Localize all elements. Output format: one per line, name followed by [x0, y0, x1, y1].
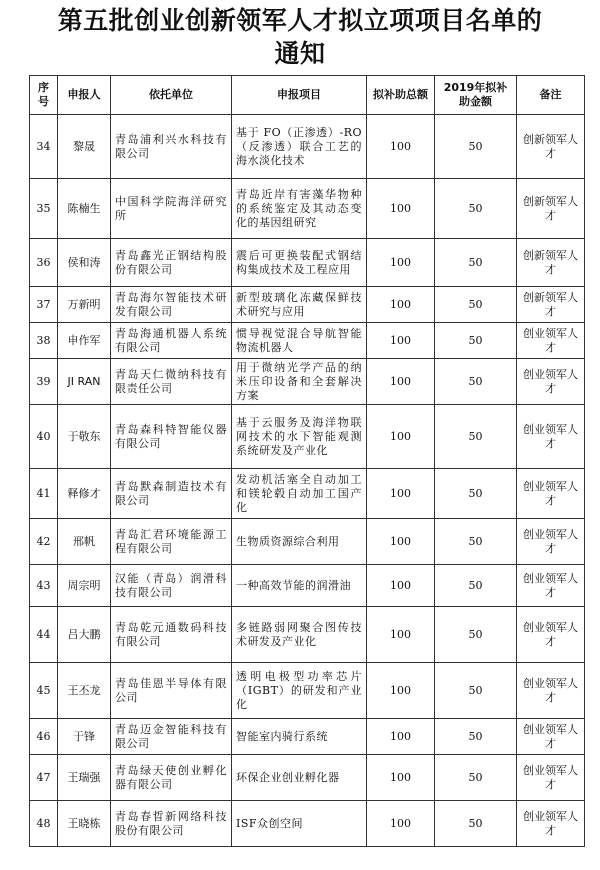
table-row: [30, 565, 585, 607]
row-project: 环保企业创业孵化器: [232, 755, 367, 801]
row-unit: 青岛春晢新网络科技股份有限公司: [111, 801, 232, 847]
row-applicant: 吕大鹏: [58, 607, 111, 663]
row-project: ISF众创空间: [232, 801, 367, 847]
row-no: 39: [30, 359, 58, 405]
row-subsidy-total: 100: [367, 607, 435, 663]
row-unit: 汉能（青岛）润滑科技有限公司: [111, 565, 232, 607]
project-list-table: [29, 75, 585, 847]
row-subsidy-total: 100: [367, 801, 435, 847]
table-row: [30, 287, 585, 323]
row-no: 48: [30, 801, 58, 847]
row-subsidy-total: 100: [367, 719, 435, 755]
row-subsidy-total: 100: [367, 359, 435, 405]
table-row: [30, 469, 585, 519]
header-note: 备注: [517, 76, 585, 115]
row-project: 青岛近岸有害藻华物种的系统鉴定及其动态变化的基因组研究: [232, 179, 367, 239]
row-note: 创业领军人才: [517, 565, 585, 607]
row-subsidy-total: 100: [367, 755, 435, 801]
row-note: 创新领军人才: [517, 287, 585, 323]
table-header-row: [30, 76, 585, 115]
title-line-1: 第五批创业创新领军人才拟立项项目名单的: [57, 6, 543, 35]
title-line-2: 通知: [274, 39, 326, 68]
row-project: 基于云服务及海洋物联网技术的水下智能观测系统研发及产业化: [232, 405, 367, 469]
row-subsidy-2019: 50: [435, 519, 517, 565]
table-row: [30, 519, 585, 565]
row-unit: 青岛佳恩半导体有限公司: [111, 663, 232, 719]
row-applicant: 于敬东: [58, 405, 111, 469]
row-project: 惯导视觉混合导航智能物流机器人: [232, 323, 367, 359]
row-applicant: 释修才: [58, 469, 111, 519]
row-applicant: 侯和涛: [58, 239, 111, 287]
row-unit: 青岛森科特智能仪器有限公司: [111, 405, 232, 469]
table-row: [30, 323, 585, 359]
row-applicant: 王晓栋: [58, 801, 111, 847]
row-project: 发动机活塞全自动加工和镁轮毂自动加工国产化: [232, 469, 367, 519]
row-applicant: 王丕龙: [58, 663, 111, 719]
row-no: 46: [30, 719, 58, 755]
row-no: 47: [30, 755, 58, 801]
row-no: 34: [30, 115, 58, 179]
row-subsidy-total: 100: [367, 405, 435, 469]
row-note: 创业领军人才: [517, 719, 585, 755]
row-note: 创业领军人才: [517, 359, 585, 405]
header-no: 序号: [30, 76, 58, 115]
row-project: 透明电极型功率芯片（IGBT）的研发和产业化: [232, 663, 367, 719]
row-unit: 青岛乾元通数码科技有限公司: [111, 607, 232, 663]
table-row: [30, 405, 585, 469]
row-subsidy-2019: 50: [435, 323, 517, 359]
row-no: 40: [30, 405, 58, 469]
row-note: 创业领军人才: [517, 519, 585, 565]
row-applicant: JI RAN: [58, 359, 111, 405]
row-applicant: 万新明: [58, 287, 111, 323]
row-note: 创业领军人才: [517, 663, 585, 719]
row-subsidy-2019: 50: [435, 179, 517, 239]
row-project: 用于微纳光学产品的纳米压印设备和全套解决方案: [232, 359, 367, 405]
row-subsidy-2019: 50: [435, 239, 517, 287]
row-applicant: 申作军: [58, 323, 111, 359]
row-note: 创业领军人才: [517, 323, 585, 359]
row-project: 震后可更换装配式钢结构集成技术及工程应用: [232, 239, 367, 287]
row-subsidy-total: 100: [367, 565, 435, 607]
row-note: 创新领军人才: [517, 115, 585, 179]
row-subsidy-2019: 50: [435, 287, 517, 323]
row-subsidy-2019: 50: [435, 801, 517, 847]
row-note: 创业领军人才: [517, 405, 585, 469]
row-applicant: 王瑞强: [58, 755, 111, 801]
row-subsidy-total: 100: [367, 663, 435, 719]
row-subsidy-2019: 50: [435, 607, 517, 663]
table-row: [30, 801, 585, 847]
document-title: [0, 4, 600, 70]
row-no: 45: [30, 663, 58, 719]
row-unit: 青岛鑫光正钢结构股份有限公司: [111, 239, 232, 287]
row-subsidy-2019: 50: [435, 405, 517, 469]
row-note: 创业领军人才: [517, 607, 585, 663]
row-subsidy-2019: 50: [435, 115, 517, 179]
row-no: 35: [30, 179, 58, 239]
row-project: 生物质资源综合利用: [232, 519, 367, 565]
row-note: 创业领军人才: [517, 469, 585, 519]
row-unit: 青岛迈金智能科技有限公司: [111, 719, 232, 755]
header-subsidy-total: 拟补助总额: [367, 76, 435, 115]
row-note: 创业领军人才: [517, 755, 585, 801]
row-note: 创业领军人才: [517, 801, 585, 847]
row-no: 36: [30, 239, 58, 287]
row-subsidy-2019: 50: [435, 663, 517, 719]
row-subsidy-2019: 50: [435, 359, 517, 405]
row-unit: 青岛天仁微纳科技有限责任公司: [111, 359, 232, 405]
row-subsidy-2019: 50: [435, 755, 517, 801]
row-subsidy-total: 100: [367, 287, 435, 323]
row-subsidy-total: 100: [367, 179, 435, 239]
row-project: 新型玻璃化冻藏保鲜技术研究与应用: [232, 287, 367, 323]
row-subsidy-total: 100: [367, 323, 435, 359]
table-row: [30, 115, 585, 179]
row-unit: 青岛海通机器人系统有限公司: [111, 323, 232, 359]
row-unit: 青岛浦利兴水科技有限公司: [111, 115, 232, 179]
row-no: 37: [30, 287, 58, 323]
row-subsidy-2019: 50: [435, 565, 517, 607]
header-unit: 依托单位: [111, 76, 232, 115]
row-applicant: 黎晟: [58, 115, 111, 179]
row-subsidy-total: 100: [367, 469, 435, 519]
row-applicant: 周宗明: [58, 565, 111, 607]
table-row: [30, 239, 585, 287]
header-project: 申报项目: [232, 76, 367, 115]
table-row: [30, 755, 585, 801]
row-no: 44: [30, 607, 58, 663]
row-no: 38: [30, 323, 58, 359]
row-project: 基于 FO（正渗透）-RO（反渗透）联合工艺的海水淡化技术: [232, 115, 367, 179]
row-no: 41: [30, 469, 58, 519]
row-subsidy-2019: 50: [435, 719, 517, 755]
row-applicant: 于锋: [58, 719, 111, 755]
row-applicant: 陈楠生: [58, 179, 111, 239]
row-no: 43: [30, 565, 58, 607]
row-unit: 中国科学院海洋研究所: [111, 179, 232, 239]
table-row: [30, 607, 585, 663]
row-project: 智能室内骑行系统: [232, 719, 367, 755]
row-unit: 青岛海尔智能技术研发有限公司: [111, 287, 232, 323]
header-applicant: 申报人: [58, 76, 111, 115]
table-row: [30, 359, 585, 405]
row-subsidy-2019: 50: [435, 469, 517, 519]
row-no: 42: [30, 519, 58, 565]
row-subsidy-total: 100: [367, 239, 435, 287]
row-applicant: 邢帆: [58, 519, 111, 565]
row-note: 创新领军人才: [517, 179, 585, 239]
header-subsidy-2019: 2019年拟补助金额: [435, 76, 517, 115]
row-subsidy-total: 100: [367, 115, 435, 179]
row-project: 一种高效节能的润滑油: [232, 565, 367, 607]
row-unit: 青岛绿天使创业孵化器有限公司: [111, 755, 232, 801]
row-note: 创新领军人才: [517, 239, 585, 287]
row-unit: 青岛汇君环境能源工程有限公司: [111, 519, 232, 565]
row-unit: 青岛默森制造技术有限公司: [111, 469, 232, 519]
row-project: 多链路弱网聚合图传技术研发及产业化: [232, 607, 367, 663]
table-row: [30, 719, 585, 755]
row-subsidy-total: 100: [367, 519, 435, 565]
table-row: [30, 663, 585, 719]
table-row: [30, 179, 585, 239]
